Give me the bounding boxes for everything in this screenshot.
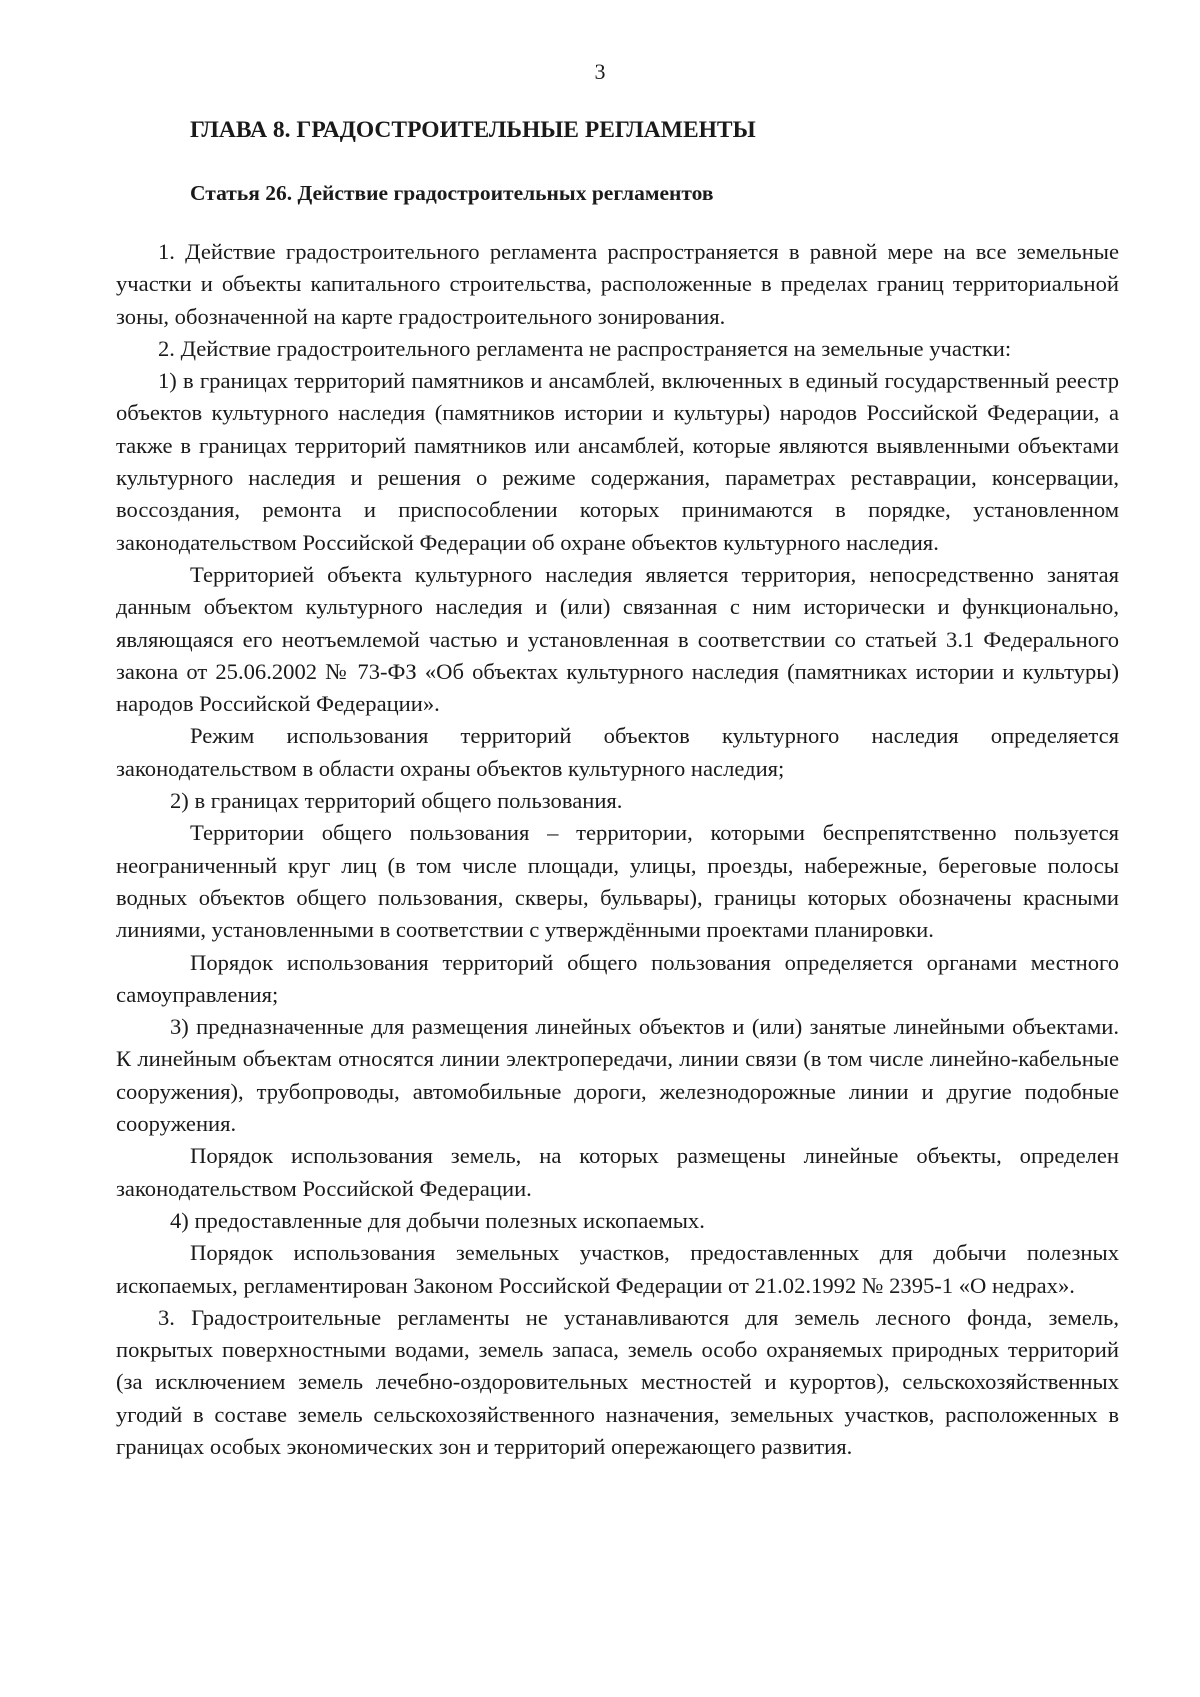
paragraph: Порядок использования земель, на которых размещены линейные объекты, определен законодательством Российской Федерации.: [116, 1143, 1119, 1201]
paragraph: Порядок использования земельных участков, предоставленных для добычи полезных ископаемых, регламентирован Законом Российской Федерации от 21.02.1992 № 2395-1 «О недрах».: [116, 1240, 1119, 1298]
article-heading: Статья 26. Действие градостроительных регламентов: [190, 181, 714, 205]
paragraph: 1. Действие градостроительного регламента распространяется в равной мере на все земельные участки и объекты капитального строительства, расположенные в пределах границ территориальной зоны, обозначенной на карте градостроительного зонирования.: [116, 239, 1119, 329]
page-number: 3: [594, 59, 606, 84]
paragraph: Территорией объекта культурного наследия является территория, непосредственно занятая данным объектом культурного наследия и (или) связанная с ним исторически и функционально, являющаяся его неотъемлемой частью и установленная в соответствии со статьей 3.1 Федерального закона от 25.06.2002 № 73-ФЗ «Об объектах культурного наследия (памятниках истории и культуры) народов Российской Федерации».: [116, 561, 1119, 717]
article-text: [116, 236, 1119, 1463]
paragraph: Порядок использования территорий общего пользования определяется органами местного самоуправления;: [116, 949, 1119, 1007]
paragraph: Режим использования территорий объектов культурного наследия определяется законодательством в области охраны объектов культурного наследия;: [116, 723, 1119, 781]
paragraph: Территории общего пользования – территории, которыми беспрепятственно пользуется неограниченный круг лиц (в том числе площади, улицы, проезды, набережные, береговые полосы водных объектов общего пользования, скверы, бульвары), границы которых обозначены красными линиями, установленными в соответствии с утверждёнными проектами планировки.: [116, 820, 1119, 943]
paragraph: 3. Градостроительные регламенты не устанавливаются для земель лесного фонда, земель, покрытых поверхностными водами, земель запаса, земель особо охраняемых природных территорий (за исключением земель лечебно-оздоровительных местностей и курортов), сельскохозяйственных угодий в составе земель сельскохозяйственного назначения, земельных участков, расположенных в границах особых экономических зон и территорий опережающего развития.: [116, 1304, 1119, 1459]
paragraph: 2. Действие градостроительного регламента не распространяется на земельные участки:: [158, 335, 1012, 361]
paragraph: 4) предоставленные для добычи полезных ископаемых.: [170, 1207, 705, 1233]
chapter-heading: ГЛАВА 8. ГРАДОСТРОИТЕЛЬНЫЕ РЕГЛАМЕНТЫ: [190, 117, 756, 143]
paragraph: 1) в границах территорий памятников и ансамблей, включенных в единый государственный реестр объектов культурного наследия (памятников истории и культуры) народов Российской Федерации, а также в границах территорий памятников или ансамблей, которые являются выявленными объектами культурного наследия и решения о режиме содержания, параметрах реставрации, консервации, воссоздания, ремонта и приспособлении которых принимаются в порядке, установленном законодательством Российской Федерации об охране объектов культурного наследия.: [116, 368, 1119, 555]
paragraph: 3) предназначенные для размещения линейных объектов и (или) занятые линейными объектами. К линейным объектам относятся линии электропередачи, линии связи (в том числе линейно-кабельные сооружения), трубопроводы, автомобильные дороги, железнодорожные линии и другие подобные сооружения.: [116, 1014, 1119, 1137]
paragraph: 2) в границах территорий общего пользования.: [170, 788, 623, 814]
document-body: [116, 114, 1119, 1463]
